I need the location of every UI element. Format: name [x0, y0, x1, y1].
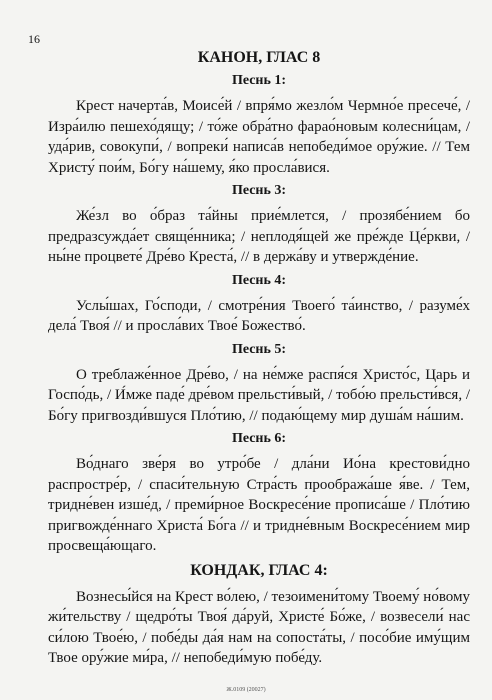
ode-heading: Песнь 4:: [231, 272, 287, 288]
ode-text: О треблаже́нное Дре́во, / на не́мже распя́ся Христо́с, Царь и Госпо́дь, / И́мже паде́ дре́вом прельсти́вый, / тобо́ю прельсти́вся, / Бо́гу пригвозди́вшуся Пло́тию, // подаю́щему мир душа́м на́шим.: [48, 366, 470, 424]
canon-title: КАНОН, ГЛАС 8: [197, 49, 321, 66]
ode-heading: Песнь 5:: [231, 341, 287, 357]
print-code: Ж.0109 (20027): [226, 687, 266, 693]
text-column: [48, 48, 470, 669]
page-number: 16: [28, 32, 40, 46]
ode-text: Же́зл во о́браз та́йны прие́млется, / прозябе́нием бо предразсужда́ет свяще́нника; / неплодя́щей же пре́жде Це́ркви, / ны́не процвете́ Дре́во Креста́, // в держа́ву и утвержде́ние.: [48, 208, 470, 265]
kontakion-title: КОНДАК, ГЛАС 4:: [190, 561, 328, 579]
ode-text: Во́днаго зве́ря во утро́бе / дла́ни Ио́на крестови́дно распростре́р, / спаси́тельную Стра́сть прообража́ше я́ве. / Тем, тридне́вен изше́д, / преми́рное Воскресе́ние прописа́ше / Пло́тию пригвожде́ннаго Христа́ Бо́га // и тридне́вным Воскресе́нием мир просвеща́ющаго.: [48, 456, 470, 554]
ode-text: Услы́шах, Го́споди, / смотре́ния Твоего́ та́инство, / разуме́х дела́ Твоя́ // и просла́вих Твое́ Божество́.: [48, 297, 470, 334]
ode-heading: Песнь 1:: [231, 73, 287, 88]
ode-text: Крест начерта́в, Моисе́й / впря́мо жезло́м Чермно́е пресече́, / Изра́илю пешехо́дящу; / то́же обра́тно фарао́новым колесни́цам, / уда́рив, совокупи́, / вопреки́ написа́в непобеди́мое ору́жие. // Тем Христу́ пои́м, Бо́гу на́шему, я́ко просла́вися.: [48, 98, 470, 176]
kontakion-text: Вознесы́йся на Крест во́лею, / тезоимени́тому Твоему́ но́вому жи́тельству / щедро́ты Твоя́ да́руй, Христе́ Бо́же, / возвесели́ нас си́лою Твое́ю, / побе́ды да́я нам на сопоста́ты, / посо́бие иму́щим Твое ору́жие ми́ра, // непобеди́мую побе́ду.: [48, 588, 471, 666]
ode-heading: Песнь 6:: [231, 431, 287, 446]
ode-heading: Песнь 3:: [231, 183, 287, 198]
